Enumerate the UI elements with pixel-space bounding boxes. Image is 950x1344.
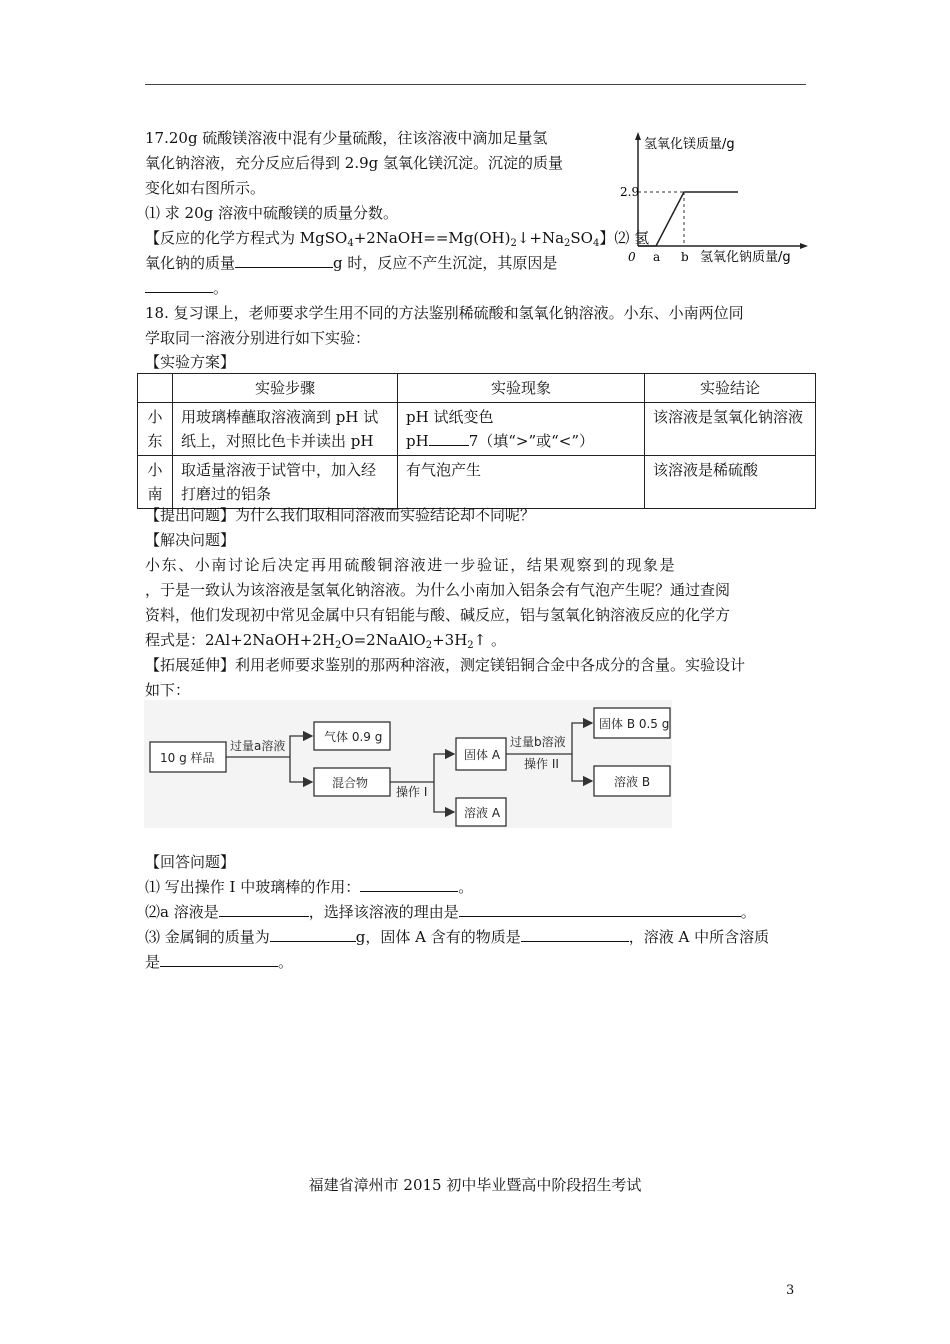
- q18-line2: 学取同一溶液分别进行如下实验：: [145, 329, 371, 347]
- answer-blank-solute-a[interactable]: [160, 952, 278, 967]
- solve-line2: ，于是一致认为该溶液是氢氧化钠溶液。为什么小南加入铝条会有气泡产生呢？通过查阅: [145, 581, 731, 599]
- flow-arrow: [572, 754, 592, 781]
- table-cell-conclusion: 该溶液是氢氧化钠溶液: [645, 403, 816, 456]
- q17-line6: 氧化钠的质量 g 时，反应不产生沉淀，其原因是: [145, 254, 558, 272]
- flow-arrow: [572, 723, 592, 754]
- mixture-label: 混合物: [332, 776, 369, 790]
- extension-line1: 【拓展延伸】利用老师要求鉴别的那两种溶液，测定镁铝铜合金中各成分的含量。实验设计: [145, 656, 746, 674]
- answer-blank-naoh-mass[interactable]: [235, 253, 333, 268]
- y-axis-label: 氢氧化镁质量/g: [644, 137, 735, 152]
- q17-line4: ⑴ 求 20g 溶液中硫酸镁的质量分数。: [145, 204, 398, 222]
- experiment-flow-diagram: [144, 700, 672, 828]
- table-cell-phenomenon: pH 试纸变色 pH 7（填“>”或“<”）: [398, 403, 645, 456]
- table-header-row: [138, 374, 816, 403]
- table-cell-phenomenon: 有气泡产生: [398, 456, 645, 509]
- q17-line7: 。: [145, 278, 228, 298]
- solution-a-label: 溶液 A: [464, 806, 501, 820]
- q18-line1: 18. 复习课上，老师要求学生用不同的方法鉴别稀硫酸和氢氧化钠溶液。小东、小南两位同: [145, 304, 744, 322]
- solve-line3: 资料，他们发现初中常见金属中只有铝能与酸、碱反应，铝与氢氧化钠溶液反应的化学方: [145, 606, 731, 624]
- answer-blank-solution-a[interactable]: [219, 902, 309, 917]
- solid-a-label: 固体 A: [464, 748, 501, 762]
- answer-blank-copper-mass[interactable]: [270, 927, 356, 942]
- table-row: [138, 456, 816, 509]
- answer-blank-ph[interactable]: [429, 431, 469, 446]
- solve-line1: 小东、小南讨论后决定再用硫酸铜溶液进一步验证，结果观察到的现象是: [145, 556, 677, 574]
- flow-arrow: [434, 782, 454, 812]
- x-tick-a: a: [653, 250, 661, 264]
- solve-equation: 程式是：$2Al+2NaOH+2H_2O=2NaAlO_2+3H_2↑$ 。: [145, 631, 507, 651]
- solid-b-label: 固体 B 0.5 g: [599, 717, 670, 731]
- operation-2-label: 操作 II: [524, 757, 559, 771]
- series-line: [638, 192, 738, 246]
- reagent-a-label: 过量a溶液: [230, 739, 286, 753]
- x-tick-b: b: [681, 250, 689, 264]
- operation-1-label: 操作 I: [396, 785, 428, 799]
- answer-2: ⑵a 溶液是 ，选择该溶液的理由是 。: [145, 903, 756, 921]
- experiment-table: [137, 373, 816, 509]
- y-tick-label: 2.9: [620, 185, 640, 199]
- precipitate-chart: [620, 128, 810, 266]
- q17-line3: 变化如右图所示。: [145, 179, 266, 197]
- x-axis-arrow: [800, 243, 808, 249]
- reagent-b-label: 过量b溶液: [510, 735, 566, 749]
- table-header-cell: 实验结论: [645, 374, 816, 403]
- q17-line1: 17.20g 硫酸镁溶液中混有少量硫酸，往该溶液中滴加足量氢: [145, 129, 548, 147]
- answer-1: ⑴ 写出操作 I 中玻璃棒的作用： 。: [145, 878, 474, 896]
- answer-blank-reason-a[interactable]: [459, 902, 741, 917]
- table-cell-step: 用玻璃棒蘸取溶液滴到 pH 试纸上，对照比色卡并读出 pH: [173, 403, 398, 456]
- table-cell-student: 小南: [138, 456, 173, 509]
- solution-b-label: 溶液 B: [614, 775, 651, 789]
- flow-arrow: [434, 754, 454, 782]
- answer-title: 【回答问题】: [145, 853, 236, 871]
- answer-blank-reason[interactable]: [145, 278, 213, 293]
- q17-line2: 氧化钠溶液，充分反应后得到 2.9g 氢氧化镁沉淀。沉淀的质量: [145, 154, 563, 172]
- answer-blank-glass-rod[interactable]: [360, 877, 458, 892]
- table-header-cell: [138, 374, 173, 403]
- solve-title: 【解决问题】: [145, 531, 236, 549]
- page-footer: 福建省漳州市 2015 初中毕业暨高中阶段招生考试: [308, 1176, 642, 1194]
- gas-label: 气体 0.9 g: [324, 730, 383, 744]
- answer-3: ⑶ 金属铜的质量为 g，固体 A 含有的物质是 ，溶液 A 中所含溶质: [145, 928, 770, 946]
- origin-label: 0: [628, 250, 636, 264]
- flow-arrow: [290, 757, 312, 782]
- plan-title: 【实验方案】: [145, 353, 236, 371]
- table-row: [138, 403, 816, 456]
- table-header-cell: 实验步骤: [173, 374, 398, 403]
- sample-label: 10 g 样品: [160, 751, 215, 765]
- table-cell-student: 小东: [138, 403, 173, 456]
- flow-arrow: [290, 736, 312, 757]
- table-cell-conclusion: 该溶液是稀硫酸: [645, 456, 816, 509]
- page-number: 3: [786, 1283, 795, 1298]
- table-header-cell: 实验现象: [398, 374, 645, 403]
- answer-blank-solid-a[interactable]: [521, 927, 629, 942]
- table-cell-step: 取适量溶液于试管中，加入经打磨过的铝条: [173, 456, 398, 509]
- answer-3-cont: 是 。: [145, 953, 294, 971]
- header-rule: [145, 84, 806, 85]
- y-axis-arrow: [635, 132, 641, 140]
- q17-equation-line: 【反应的化学方程式为 $MgSO_4+2NaOH==Mg(OH)_2↓+Na_2SO_4$】⑵ 氢: [145, 229, 650, 249]
- extension-line2: 如下：: [145, 681, 191, 699]
- raise-question: 【提出问题】为什么我们取相同溶液而实验结论却不同呢？: [145, 506, 536, 524]
- x-axis-label: 氢氧化钠质量/g: [700, 250, 791, 265]
